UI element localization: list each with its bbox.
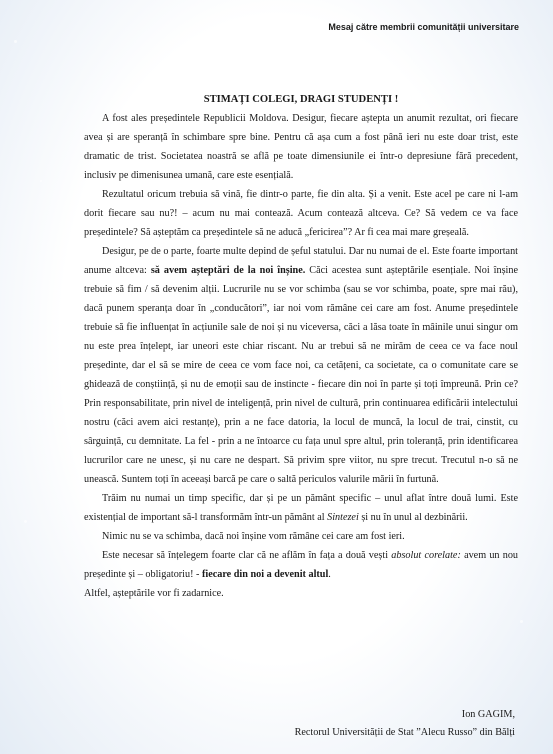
text-run: Este necesar să înțelegem foarte clar că ne aflăm în fața a două vești (102, 550, 392, 561)
letter-body (84, 90, 518, 603)
snowflake (24, 520, 27, 523)
paragraph-p4 (84, 489, 518, 527)
paragraph-p5 (84, 527, 518, 546)
text-run: și nu în unul al dezbinării. (358, 512, 468, 523)
text-run: . (328, 569, 331, 580)
text-run: fiecare din noi a devenit altul (201, 569, 329, 580)
text-run: absolut corelate: (391, 550, 461, 561)
text-run: avem un nou președinte și – obligatoriu! - (84, 550, 519, 580)
paragraph-p7 (84, 584, 518, 603)
text-run: Trăim nu numai un timp specific, dar și pe un pământ specific – unul aflat între două lumi. Este existențial de important să-l transformăm într-un pământ al (84, 493, 518, 523)
snowflake (520, 620, 523, 623)
paragraph-p2 (84, 185, 518, 242)
text-run: Sintezei (327, 512, 359, 523)
text-run: Căci acestea sunt așteptările esențiale. Noi înșine trebuie să fim / să devenim alții. Lucrurile nu se vor schimba (sau se vor schimba, poate, spre mai rău), dacă punem speranța doar în „conducători”, iar noi vom rămâne cei care am fost. Anume președintele trebuie să fie influențat în acțiunile sale de noi și nu viceversa, căci a lăsa toate în mâinile unui singur om nu este prea înțelept, iar uneori este chiar riscant. Nu ar trebui să ne mirăm de ceea ce va face noul președinte, dar el să se mire de ceea ce vom face noi, ca cetățeni, ca societate, ca o comunitate care se ghidează de conștiință, și nu de emoții sau de instincte - fiecare din noi în parte și toți împreună. Prin ce? Prin responsabilitate, prin nivel de inteligență, prin nivel de cultură, prin continuarea edificării intelectului nostru (căci avem aici restanțe), prin a ne face datoria, la locul de muncă, la locul de trai, cinstit, cu sârguință, cu demnitate. La fel - prin a ne întoarce cu fața unul spre altul, prin toleranță, prin identificarea lucrurilor care ne unesc, și nu care ne despart. Să privim spre viitor, nu spre trecut. Trecutul n-o să ne unească. Suntem toți în aceeași barcă pe care o saltă periculos valurile mării în furtună. (84, 265, 518, 485)
text-run: Nimic nu se va schimba, dacă noi înșine vom rămâne cei care am fost ieri. (102, 531, 405, 542)
text-run: A fost ales președintele Republicii Moldova. Desigur, fiecare aștepta un anumit rezultat, ori fiecare avea și are speranță în schimbare spre bine. Pentru că așa cum a fost până ieri nu este doar trist, este dramatic de trist. Societatea noastră se află pe toate dimensiunile ei într-o depresiune fără precedent, inclusiv pe dimenisunea umană, care este esențială. (84, 113, 518, 181)
paragraph-p3 (84, 242, 518, 489)
header-title: Mesaj către membrii comunității universitare (328, 22, 519, 32)
snowflake (40, 180, 42, 182)
snowflake (14, 40, 17, 43)
text-run: să avem așteptări de la noi înșine. (150, 265, 306, 276)
signature-name: Ion GAGIM, (461, 709, 515, 720)
text-run: Rezultatul oricum trebuia să vină, fie dintr-o parte, fie din alta. Și a venit. Este acel pe care ni l-am dorit fiecare sau nu?! – acum nu mai contează. Acum contează altceva. Ce? Să vedem ce va face președintele? Să așteptăm ca președintele să ne aducă „fericirea”? Ar fi cea mai mare greșeală. (84, 189, 518, 238)
signature-block (215, 706, 515, 742)
paragraphs-container (84, 109, 518, 603)
text-run: Desigur, pe de o parte, foarte multe depind de șeful statului. Dar nu numai de el. Este foarte important anume altceva: (84, 246, 518, 276)
signature-title: Rectorul Universității de Stat ”Alecu Russo” din Bălți (294, 727, 515, 738)
snowflake (528, 300, 530, 302)
text-run: Altfel, așteptările vor fi zadarnice. (84, 588, 224, 599)
paragraph-p6 (84, 546, 518, 584)
paragraph-p1 (84, 109, 518, 185)
letter-greeting: STIMAȚI COLEGI, DRAGI STUDENȚI ! (203, 94, 399, 105)
